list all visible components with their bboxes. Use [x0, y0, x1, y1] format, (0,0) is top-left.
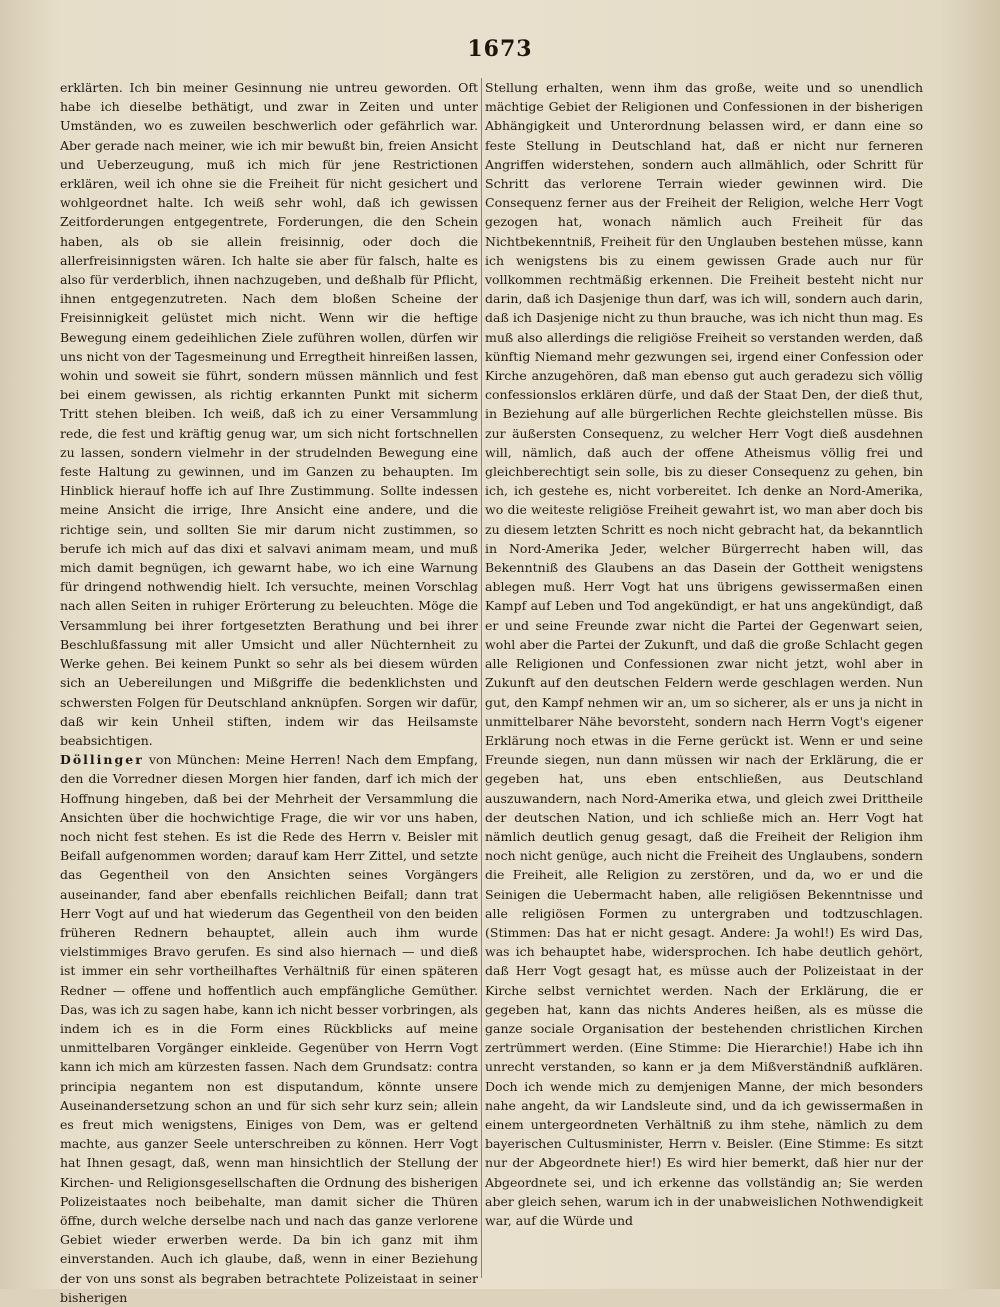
speaker-name: Döllinger: [60, 752, 144, 768]
left-column: [60, 78, 478, 1305]
right-column: [485, 78, 923, 1278]
paragraph: Stellung erhalten, wenn ihm das große, weite und so unendlich mächtige Gebiet der Religionen und Confessionen in der bisherigen Abhängigkeit und Unterordnung belassen wird, er dann eine so feste Stellung in Deutschland hat, daß er nicht nur ferneren Angriffen widerstehen, sondern auch allmählich, oder Schritt für Schritt das verlorene Terrain wieder gewinnen wird. Die Consequenz ferner aus der Freiheit der Religion, welche Herr Vogt gezogen hat, wonach nämlich auch Freiheit für das Nichtbekenntniß, Freiheit für den Unglauben bestehen müsse, kann ich wenigstens bis zu einem gewissen Grade auch nur für vollkommen rechtmäßig erkennen. Die Freiheit besteht nicht nur darin, daß ich Dasjenige thun darf, was ich will, sondern auch darin, daß ich Dasjenige nicht zu thun brauche, was ich nicht thun mag. Es muß also allerdings die religiöse Freiheit so verstanden werden, daß künftig Niemand mehr gezwungen sei, irgend einer Confession oder Kirche anzugehören, daß man ebenso gut auch geradezu sich völlig confessionslos erklären dürfe, und daß der Staat Den, der dieß thut, in Beziehung auf alle bürgerlichen Rechte gleichstellen müsse. Bis zur äußersten Consequenz, zu welcher Herr Vogt dieß ausdehnen will, nämlich, daß auch der offene Atheismus völlig frei und gleichberechtigt sein solle, bis zu dieser Consequenz zu gehen, bin ich, ich gestehe es, nicht vorbereitet. Ich denke an Nord-Amerika, wo die weiteste religiöse Freiheit gewahrt ist, wo man aber doch bis zu diesem letzten Schritt es noch nicht gebracht hat, da bekanntlich in Nord-Amerika Jeder, welcher Bürgerrecht haben will, das Bekenntniß des Glaubens an das Dasein der Gottheit wenigstens ablegen muß. Herr Vogt hat uns übrigens gewissermaßen einen Kampf auf Leben und Tod angekündigt, er hat uns angekündigt, daß er und seine Freunde zwar nicht die Partei der Gegenwart seien, wohl aber die Partei der Zukunft, und daß die große Schlacht gegen alle Religionen und Confessionen zwar nicht jetzt, wohl aber in Zukunft auf den deutschen Feldern werde geschlagen werden. Nun gut, den Kampf nehmen wir an, um so sicherer, als er uns ja nicht in unmittelbarer Nähe bevorsteht, sondern nach Herrn Vogt's eigener Erklärung noch etwas in die Ferne gerückt ist. Wenn er und seine Freunde siegen, nun dann müssen wir nach der Erklärung, die er gegeben hat, uns eben entschließen, aus Deutschland auszuwandern, nach Nord-Amerika etwa, und gleich zwei Drittheile der deutschen Nation, und ich schließe mich an. Herr Vogt hat nämlich deutlich genug gesagt, daß die Freiheit der Religion ihm noch nicht genüge, auch nicht die Freiheit des Unglaubens, sondern die Freiheit, alle Religion zu zerstören, und da, wo er und die Seinigen die Uebermacht haben, alle religiösen Bekenntnisse und alle religiösen Formen zu untergraben und todtzuschlagen. (Stimmen: Das hat er nicht gesagt. Andere: Ja wohl!) Es wird Das, was ich behauptet habe, widersprochen. Ich habe deutlich gehört, daß Herr Vogt gesagt hat, es müsse auch der Polizeistaat in der Kirche selbst vernichtet werden. Nach der Erklärung, die er gegeben hat, kann das nichts Anderes heißen, als es müsse die ganze sociale Organisation der bestehenden christlichen Kirchen zertrümmert werden. (Eine Stimme: Die Hierarchie!) Habe ich ihn unrecht verstanden, so kann er ja dem Mißverständniß aufklären. Doch ich wende mich zu demjenigen Manne, der mich besonders nahe angeht, da wir Landsleute sind, und da ich gewissermaßen in einem untergeordneten Verhältniß zu ihm stehe, nämlich zu dem bayerischen Cultusminister, Herrn v. Beisler. (Eine Stimme: Es sitzt nur der Abgeordnete hier!) Es wird hier bemerkt, daß hier nur der Abgeordnete sei, und ich erkenne das vollständig an; Sie werden aber gleich sehen, warum ich in der unabweislichen Nothwendigkeit war, auf die Würde und: [485, 80, 923, 1228]
speech-paragraph: [60, 750, 478, 1307]
speech-text: von München: Meine Herren! Nach dem Empfang, den die Vorredner diesen Morgen hier fanden, darf ich mich der Hoffnung hingeben, daß bei der Mehrheit der Versammlung die Ansichten über die hochwichtige Frage, die wir vor uns haben, noch nicht fest stehen. Es ist die Rede des Herrn v. Beisler mit Beifall aufgenommen worden; darauf kam Herr Zittel, und setzte das Gegentheil von den Ansichten seines Vorgängers auseinander, fand aber ebenfalls reichlichen Beifall; dann trat Herr Vogt auf und hat wiederum das Gegentheil von den beiden früheren Rednern behauptet, allein auch ihm wurde vielstimmiges Bravo gerufen. Es sind also hiernach — und dieß ist immer ein sehr vortheilhaftes Verhältniß für einen späteren Redner — offene und hoffentlich auch empfängliche Gemüther. Das, was ich zu sagen habe, kann ich nicht besser vorbringen, als indem ich es in die Form eines Rückblicks auf meine unmittelbaren Vorgänger einkleide. Gegenüber von Herrn Vogt kann ich mich am kürzesten fassen. Nach dem Grundsatz: contra principia negantem non est disputandum, könnte unsere Auseinandersetzung schon an und für sich sehr kurz sein; allein es freut mich wenigstens, Einiges von Dem, was er geltend machte, aus ganzer Seele unterschreiben zu können. Herr Vogt hat Ihnen gesagt, daß, wenn man hinsichtlich der Stellung der Kirchen- und Religionsgesellschaften die Ordnung des bisherigen Polizeistaates noch beibehalte, man damit sicher die Thüren öffne, durch welche derselbe nach und nach das ganze verlorene Gebiet wieder erwerben werde. Da bin ich ganz mit ihm einverstanden. Auch ich glaube, daß, wenn in einer Beziehung der von uns sonst als begraben betrachtete Polizeistaat in seiner bisherigen: [60, 752, 478, 1305]
column-divider: [481, 78, 482, 1278]
paragraph: erklärten. Ich bin meiner Gesinnung nie untreu geworden. Oft habe ich dieselbe bethätigt, und zwar in Zeiten und unter Umständen, wo es zuweilen beschwerlich oder gefährlich war. Aber gerade nach meiner, wie ich mir bewußt bin, freien Ansicht und Ueberzeugung, muß ich mich für jene Restrictionen erklären, weil ich ohne sie die Freiheit für nicht gesichert und wohlgeordnet halte. Ich weiß sehr wohl, daß ich gewissen Zeitforderungen entgegentrete, Forderungen, die den Schein haben, als ob sie allein freisinnig, oder doch die allerfreisinnigsten wären. Ich halte sie aber für falsch, halte es also für verderblich, ihnen nachzugeben, und deßhalb für Pflicht, ihnen entgegenzutreten. Nach dem bloßen Scheine der Freisinnigkeit gelüstet mich nicht. Wenn wir die heftige Bewegung einem gedeihlichen Ziele zuführen wollen, dürfen wir uns nicht von der Tagesmeinung und Erregtheit hinreißen lassen, wohin und soweit sie führt, sondern müssen männlich und fest bei einem gewissen, als richtig erkannten Punkt mit sicherm Tritt stehen bleiben. Ich weiß, daß ich zu einer Versammlung rede, die fest und kräftig genug war, um sich nicht fortschnellen zu lassen, sondern vielmehr in der strudelnden Bewegung eine feste Haltung zu gewinnen, und im Ganzen zu behaupten. Im Hinblick hierauf hoffe ich auf Ihre Zustimmung. Sollte indessen meine Ansicht die irrige, Ihre Ansicht eine andere, und die richtige sein, und sollten Sie mir darum nicht zustimmen, so berufe ich mich auf das dixi et salvavi animam meam, und muß mich damit begnügen, ich gewarnt habe, wo ich eine Warnung für dringend nothwendig hielt. Ich versuchte, meinen Vorschlag nach allen Seiten in ruhiger Erörterung zu beleuchten. Möge die Versammlung bei ihrer fortgesetzten Berathung und bei ihrer Beschlußfassung mit aller Umsicht und aller Nüchternheit zu Werke gehen. Bei keinem Punkt so sehr als bei diesem würden sich an Uebereilungen und Mißgriffe die bedenklichsten und schwersten Folgen für Deutschland anknüpfen. Sorgen wir dafür, daß wir kein Unheil stiften, indem wir das Heilsamste beabsichtigen.: [60, 80, 478, 748]
page-number: 1673: [467, 36, 533, 62]
